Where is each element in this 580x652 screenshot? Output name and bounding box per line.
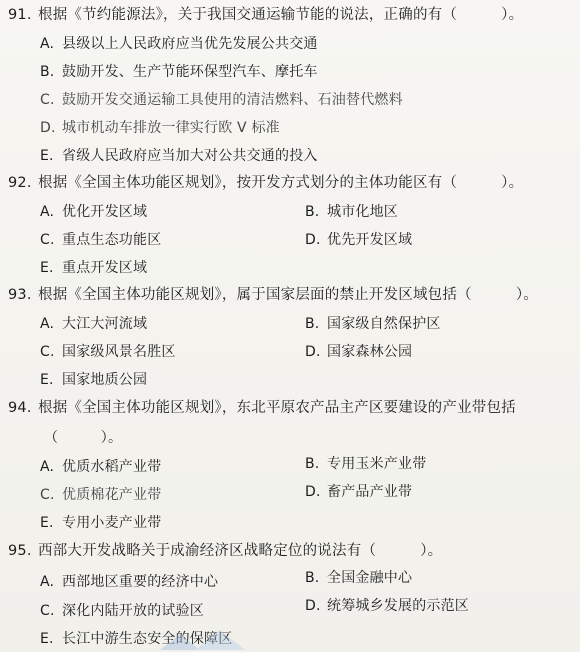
watermark-icon [150,628,270,652]
option-92-b: B. 城市化地区 [305,204,398,220]
option-91-e: E. 省级人民政府应当加大对公共交通的投入 [40,148,318,164]
question-93 [8,286,538,304]
option-94-b: B. 专用玉米产业带 [305,456,427,472]
option-95-b: B. 全国金融中心 [305,570,413,586]
option-95-d: D. 统筹城乡发展的示范区 [305,598,469,614]
option-94-a: A. 优质水稻产业带 [40,459,162,475]
question-number: 95. [8,543,32,559]
question-number: 93. [8,287,32,303]
option-93-d: D. 国家森林公园 [305,344,413,360]
option-93-b: B. 国家级自然保护区 [305,316,441,332]
option-93-e: E. 国家地质公园 [40,372,148,388]
option-92-a: A. 优化开发区域 [40,204,148,220]
option-95-c: C. 深化内陆开放的试验区 [40,603,204,619]
option-95-a: A. 西部地区重要的经济中心 [40,574,219,590]
question-text: 根据《节约能源法》，关于我国交通运输节能的说法，正确的有（ ）。 [38,7,524,23]
question-number: 91. [8,7,32,23]
option-92-c: C. 重点生态功能区 [40,232,162,248]
question-text: 根据《全国主体功能区规划》，属于国家层面的禁止开发区域包括（ ）。 [38,287,538,303]
question-number: 94. [8,400,32,416]
option-91-a: A. 县级以上人民政府应当优先发展公共交通 [40,36,318,52]
question-91 [8,6,523,24]
option-93-c: C. 国家级风景名胜区 [40,344,176,360]
question-94-blank: （ ）。 [44,430,123,446]
option-94-e: E. 专用小麦产业带 [40,515,162,531]
option-92-d: D. 优先开发区域 [305,232,413,248]
question-94 [8,399,516,417]
question-92 [8,174,523,192]
option-95-e: E. 长江中游生态安全的保障区 [40,631,233,647]
option-91-c: C. 鼓励开发交通运输工具使用的清洁燃料、石油替代燃料 [40,92,403,108]
question-95 [8,542,442,560]
question-text: 根据《全国主体功能区规划》，东北平原农产品主产区要建设的产业带包括 [38,400,516,416]
question-number: 92. [8,175,32,191]
option-92-e: E. 重点开发区域 [40,260,148,276]
option-94-c: C. 优质棉花产业带 [40,487,162,503]
option-91-b: B. 鼓励开发、生产节能环保型汽车、摩托车 [40,64,318,80]
question-text: 根据《全国主体功能区规划》，按开发方式划分的主体功能区有（ ）。 [38,175,524,191]
option-91-d: D. 城市机动车排放一律实行欧 V 标准 [40,120,280,136]
option-94-d: D. 畜产品产业带 [305,484,413,500]
option-93-a: A. 大江大河流域 [40,316,148,332]
question-text: 西部大开发战略关于成渝经济区战略定位的说法有（ ）。 [38,543,443,559]
